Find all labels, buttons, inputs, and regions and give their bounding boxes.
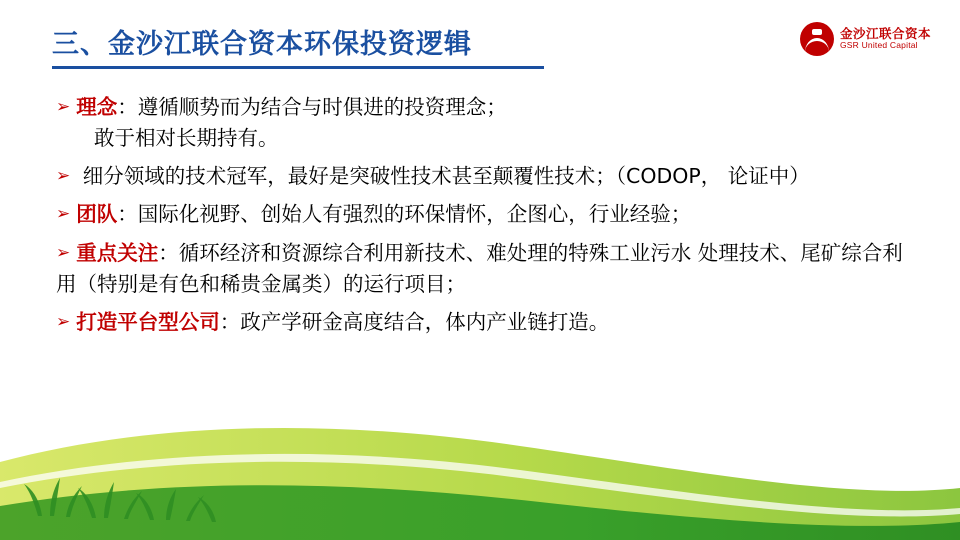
company-logo [800, 20, 938, 58]
bullet-continuation: 论证中） [727, 164, 810, 189]
bullet-continuation: 处理技术、尾矿综合利用（特别是有色和稀贵金属类）的运行项目； [56, 240, 903, 296]
bullet-item [56, 92, 920, 154]
bullet-emphasis: 理念 [76, 95, 118, 119]
bullet-text: ：国际化视野、创始人有强烈的环保情怀，企图心，行业经验； [117, 202, 692, 227]
bullet-arrow-icon: ➢ [56, 97, 71, 117]
bullet-emphasis: 打造平台型公司 [76, 309, 220, 334]
bullet-item [56, 199, 920, 230]
bullet-text: ：循环经济和资源综合利用新技术、难处理的特殊工业污水 [158, 240, 692, 265]
bullet-arrow-icon: ➢ [56, 204, 71, 225]
title-underline [52, 66, 544, 69]
logo-name-cn: 金沙江联合资本 [840, 25, 932, 41]
logo-mark-icon [800, 22, 834, 56]
bullet-text: ：政产学研金高度结合，体内产业链打造。 [219, 309, 610, 334]
bullet-item [56, 161, 920, 192]
bullet-text: 细分领域的技术冠军，最好是突破性技术甚至颠覆性技术；（CODOP， [76, 164, 722, 189]
footer-decoration [0, 410, 960, 540]
bullet-continuation: 敢于相对长期持有。 [94, 126, 279, 151]
title-row [52, 20, 752, 62]
bullet-item [56, 307, 920, 338]
logo-text [840, 27, 931, 51]
bullet-item [56, 238, 920, 300]
logo-name-en: GSR United Capital [840, 40, 918, 51]
bullet-arrow-icon: ➢ [56, 166, 71, 187]
body-content [56, 92, 920, 345]
bullet-arrow-icon: ➢ [56, 242, 71, 263]
bullet-emphasis: 团队 [76, 202, 118, 227]
bullet-arrow-icon: ➢ [56, 311, 71, 332]
page-title: 三、金沙江联合资本环保投资逻辑 [52, 28, 472, 60]
bullet-emphasis: 重点关注 [76, 240, 159, 265]
bullet-text: ：遵循顺势而为结合与时俱进的投资理念； [117, 95, 507, 119]
